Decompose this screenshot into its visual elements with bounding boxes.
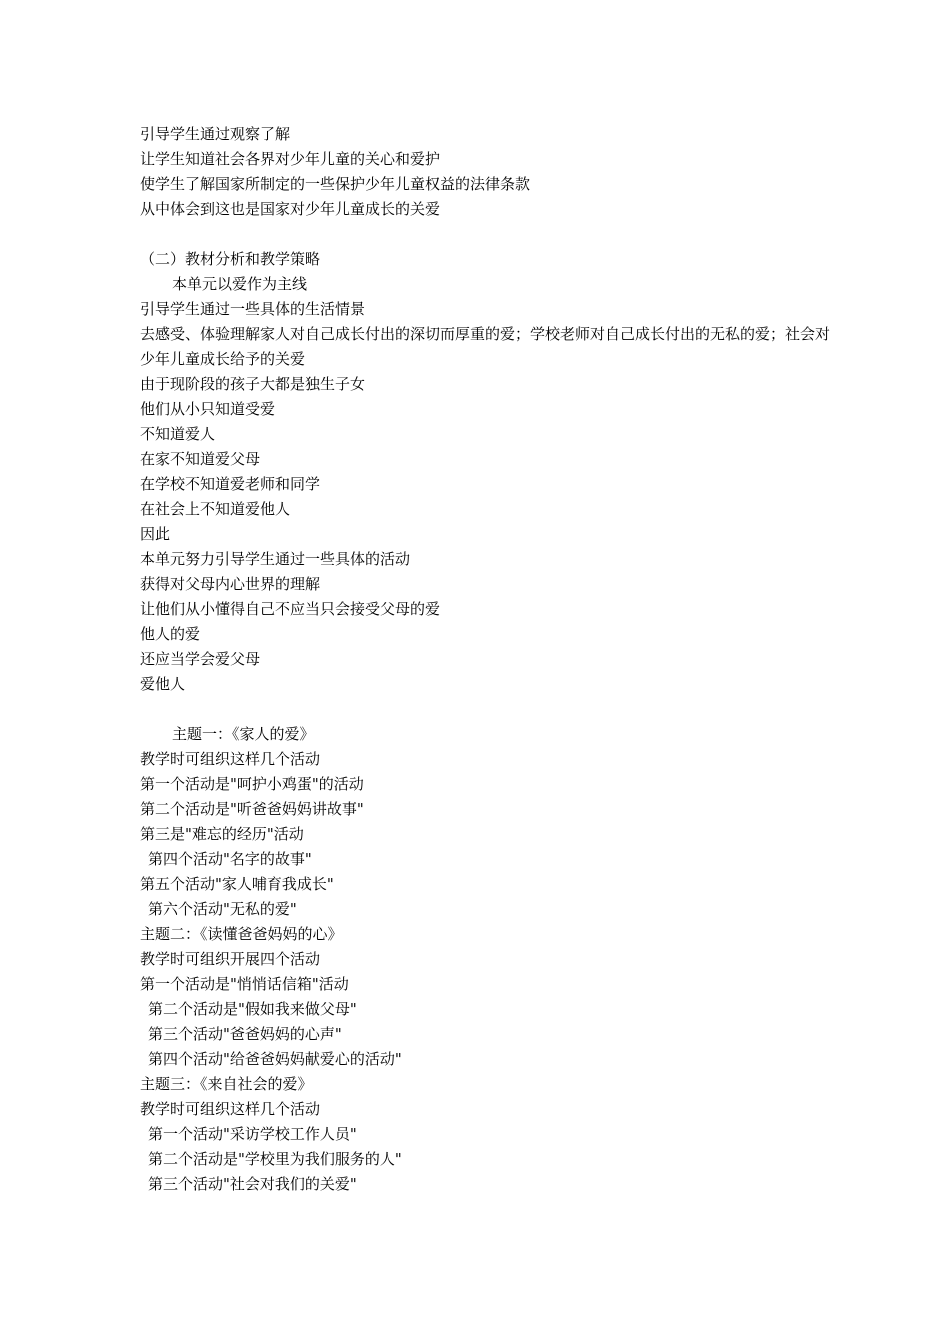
text-line: 在学校不知道爱老师和同学 bbox=[140, 475, 321, 493]
blank-line bbox=[140, 222, 830, 247]
text-line: 本单元努力引导学生通过一些具体的活动 bbox=[140, 550, 411, 568]
text-line: 在社会上不知道爱他人 bbox=[140, 500, 291, 518]
text-line: 教学时可组织这样几个活动 bbox=[140, 1100, 321, 1118]
text-line: 第三是"难忘的经历"活动 bbox=[140, 825, 304, 843]
text-line: 他们从小只知道受爱 bbox=[140, 400, 276, 418]
text-line: 由于现阶段的孩子大都是独生子女 bbox=[140, 375, 366, 393]
text-line: 本单元以爱作为主线 bbox=[172, 275, 308, 293]
text-line: 第二个活动是"听爸爸妈妈讲故事" bbox=[140, 800, 364, 818]
text-line: 第二个活动是"学校里为我们服务的人" bbox=[148, 1150, 402, 1168]
text-line: 第一个活动是"呵护小鸡蛋"的活动 bbox=[140, 775, 364, 793]
text-line: 教学时可组织开展四个活动 bbox=[140, 950, 321, 968]
text-line: 从中体会到这也是国家对少年儿童成长的关爱 bbox=[140, 200, 441, 218]
text-line: 第四个活动"给爸爸妈妈献爱心的活动" bbox=[148, 1050, 402, 1068]
text-line: 引导学生通过一些具体的生活情景 bbox=[140, 300, 366, 318]
text-line: 还应当学会爱父母 bbox=[140, 650, 261, 668]
text-line: 使学生了解国家所制定的一些保护少年儿童权益的法律条款 bbox=[140, 175, 531, 193]
text-line: 因此 bbox=[140, 525, 171, 543]
text-line: 让他们从小懂得自己不应当只会接受父母的爱 bbox=[140, 600, 441, 618]
text-line: 第一个活动是"悄悄话信箱"活动 bbox=[140, 975, 349, 993]
text-line: 第五个活动"家人哺育我成长" bbox=[140, 875, 334, 893]
text-line: 获得对父母内心世界的理解 bbox=[140, 575, 321, 593]
text-line: 他人的爱 bbox=[140, 625, 201, 643]
text-line: 第三个活动"爸爸妈妈的心声" bbox=[148, 1025, 342, 1043]
text-line: 第二个活动是"假如我来做父母" bbox=[148, 1000, 357, 1018]
theme-heading: 主题三：《来自社会的爱》 bbox=[140, 1075, 313, 1093]
theme-heading: 主题二：《读懂爸爸妈妈的心》 bbox=[140, 925, 343, 943]
theme-heading: 主题一：《家人的爱》 bbox=[172, 725, 315, 743]
text-line: 第六个活动"无私的爱" bbox=[148, 900, 297, 918]
section-heading: （二）教材分析和教学策略 bbox=[140, 250, 321, 268]
blank-line bbox=[140, 697, 830, 722]
text-line: 第四个活动"名字的故事" bbox=[148, 850, 312, 868]
document-body bbox=[140, 122, 830, 1197]
text-line: 去感受、体验理解家人对自己成长付出的深切而厚重的爱；学校老师对自己成长付出的无私的爱；社会对少年儿童成长给予的关爱 bbox=[140, 325, 831, 368]
text-line: 让学生知道社会各界对少年儿童的关心和爱护 bbox=[140, 150, 441, 168]
text-line: 不知道爱人 bbox=[140, 425, 216, 443]
text-line: 第一个活动"采访学校工作人员" bbox=[148, 1125, 357, 1143]
text-line: 在家不知道爱父母 bbox=[140, 450, 261, 468]
text-line: 教学时可组织这样几个活动 bbox=[140, 750, 321, 768]
text-line: 爱他人 bbox=[140, 675, 186, 693]
text-line: 引导学生通过观察了解 bbox=[140, 125, 291, 143]
text-line: 第三个活动"社会对我们的关爱" bbox=[148, 1175, 357, 1193]
